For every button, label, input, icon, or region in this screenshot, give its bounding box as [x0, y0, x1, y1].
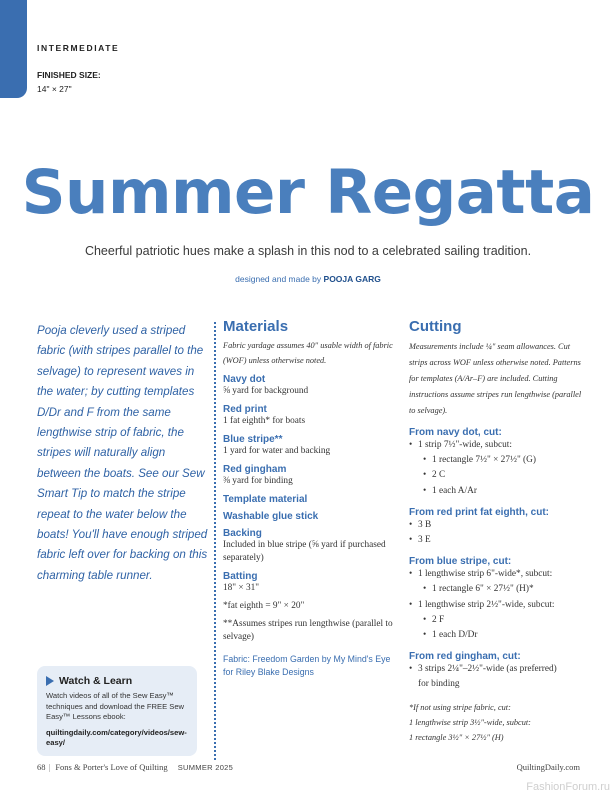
material-heading: Batting [223, 571, 258, 583]
watch-title [46, 675, 189, 687]
material-heading: Red print [223, 404, 267, 416]
material-text: ⅜ yard for binding [223, 476, 293, 487]
column-divider [214, 322, 216, 760]
site-url: QuiltingDaily.com [516, 762, 580, 772]
material-text: 1 fat eighth* for boats [223, 416, 306, 427]
watch-link[interactable]: quiltingdaily.com/category/videos/sew-easy/ [46, 727, 187, 747]
watch-learn-box [37, 666, 197, 756]
page-footer: 68 | Fons & Porter's Love of Quilting SUMMER 2025 [37, 762, 234, 772]
material-heading: Red gingham [223, 464, 287, 476]
materials-title: Materials [223, 318, 289, 335]
cut-heading: From navy dot, cut: [409, 427, 502, 438]
cutting-footnote [409, 700, 589, 745]
cut-list [409, 438, 589, 499]
material-text: Included in blue stripe (⅝ yard if purchased separately) [223, 540, 386, 564]
footnote-line: 1 lengthwise strip 3½"-wide, subcut: [409, 717, 531, 727]
material-text: 18" × 31" [223, 583, 260, 594]
finished-size-value: 14" × 27" [37, 84, 72, 94]
intro-text: Pooja cleverly used a striped fabric (with stripes parallel to the selvage) to represent waves in the water; by cutting templates D/Dr and F from the same lengthwise strip of fabric, the stripes will naturally align between the boats. See our Sew Smart Tip to match the stripe repeat to the water below the boats! You'll have enough striped fabric left over for backing on this charming table runner. [37, 324, 208, 582]
page-number: 68 [37, 762, 46, 772]
side-tab [0, 0, 27, 98]
list-item: • 1 lengthwise strip 6"-wide*, subcut: [409, 567, 589, 582]
material-heading: Washable glue stick [223, 511, 319, 523]
subtitle: Cheerful patriotic hues make a splash in this nod to a celebrated sailing tradition. [84, 244, 532, 258]
watermark: FashionForum.ru [526, 781, 610, 793]
list-item: • 2 C [409, 468, 589, 483]
materials-section [223, 318, 395, 679]
cut-list [409, 518, 589, 548]
designer-prefix: designed and made by [235, 274, 322, 284]
list-item: • 1 each A/Ar [409, 484, 589, 499]
footnote-line: 1 rectangle 3½" × 27½" (H) [409, 732, 504, 742]
pattern-meta [37, 43, 119, 94]
material-footnote: *fat eighth = 9" × 20" [223, 601, 305, 612]
material-text: ⅝ yard for background [223, 386, 309, 397]
list-item: • 3 strips 2¼"–2½"-wide (as preferred) [409, 662, 589, 677]
watch-text: Watch videos of all of the Sew Easy™ techniques and download the FREE Sew Easy™ Lessons ebook: [46, 691, 185, 721]
play-icon [46, 676, 54, 686]
skill-level: INTERMEDIATE [37, 43, 120, 53]
list-item: • 3 E [409, 533, 589, 548]
cut-heading: From blue stripe, cut: [409, 556, 512, 568]
list-item: • 1 rectangle 7½" × 27½" (G) [409, 453, 589, 468]
cut-list [409, 567, 589, 643]
list-item: • 1 rectangle 6" × 27½" (H)* [409, 582, 589, 597]
material-text: 1 yard for water and backing [223, 446, 331, 457]
list-item: • 3 B [409, 518, 589, 533]
material-heading: Backing [223, 528, 262, 540]
designer-credit [0, 274, 616, 284]
cut-list [409, 662, 589, 692]
designer-name: POOJA GARG [323, 274, 381, 284]
list-item: • 1 strip 7½"-wide, subcut: [409, 438, 589, 453]
cutting-title: Cutting [409, 318, 462, 335]
finished-size-label: FINISHED SIZE: [37, 70, 101, 80]
watch-title-text: Watch & Learn [59, 675, 133, 687]
footnote-line: *If not using stripe fabric, cut: [409, 702, 511, 712]
list-item: for binding [418, 679, 460, 690]
cut-heading: From red print fat eighth, cut: [409, 506, 549, 518]
list-item: • 1 lengthwise strip 2½"-wide, subcut: [409, 598, 589, 613]
cut-heading: From red gingham, cut: [409, 651, 521, 663]
list-item: • 1 each D/Dr [409, 628, 589, 643]
issue-date: SUMMER 2025 [177, 763, 234, 772]
material-heading: Blue stripe** [223, 434, 283, 446]
materials-note: Fabric yardage assumes 40" usable width of fabric (WOF) unless otherwise noted. [223, 341, 393, 365]
fabric-credit: Fabric: Freedom Garden by My Mind's Eye for Riley Blake Designs [223, 654, 391, 677]
material-footnote: **Assumes stripes run lengthwise (parallel to selvage) [223, 619, 393, 643]
cutting-section [409, 318, 589, 745]
material-heading: Navy dot [223, 374, 266, 386]
page-title: Summer Regatta [21, 157, 595, 228]
list-item: • 2 F [409, 613, 589, 628]
material-heading: Template material [223, 494, 308, 506]
cutting-note: Measurements include ¼" seam allowances. Cut strips across WOF unless otherwise noted. Patterns for templates (A/Ar–F) are included. Cutting instructions assume stripes run lengthwise (parallel to selvage). [409, 342, 582, 415]
publication-name: Fons & Porter's Love of Quilting [55, 762, 168, 772]
